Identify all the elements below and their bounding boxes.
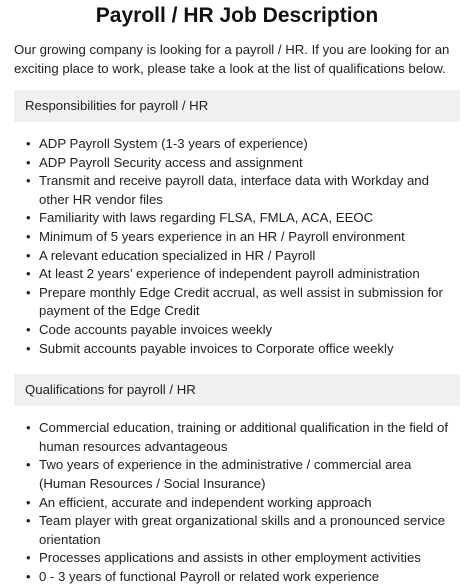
responsibilities-heading: Responsibilities for payroll / HR	[14, 90, 460, 122]
list-item	[26, 172, 460, 209]
list-item	[26, 135, 460, 154]
bullet-icon: •	[26, 494, 31, 510]
list-item	[26, 247, 460, 266]
bullet-icon: •	[26, 210, 31, 226]
list-item-text: ADP Payroll System (1-3 years of experience)	[39, 136, 308, 151]
list-item-text: Prepare monthly Edge Credit accrual, as well assist in submission for payment of the Edge Credit	[39, 284, 443, 319]
list-item	[26, 340, 460, 359]
list-item-text: Submit accounts payable invoices to Corporate office weekly	[39, 340, 394, 356]
list-item-text: Processes applications and assists in other employment activities	[39, 550, 421, 566]
bullet-icon: •	[26, 173, 31, 189]
bullet-icon: •	[26, 420, 31, 436]
list-item-text: Commercial education, training or additional qualification in the field of human resources advantageous	[39, 420, 449, 454]
list-item	[26, 284, 460, 321]
list-item	[26, 494, 460, 513]
qualifications-section	[14, 374, 460, 586]
list-item-text: Code accounts payable invoices weekly	[39, 321, 273, 337]
bullet-icon: •	[26, 266, 31, 282]
list-item-text: A relevant education specialized in HR / Payroll	[39, 247, 316, 263]
bullet-icon: •	[26, 568, 31, 584]
list-item	[26, 209, 460, 228]
qualifications-list	[14, 419, 460, 586]
list-item-text: Two years of experience in the administrative / commercial area (Human Resources / Social Insurance)	[39, 457, 412, 491]
bullet-icon: •	[26, 284, 31, 300]
page-title: Payroll / HR Job Description	[95, 4, 379, 27]
bullet-icon: •	[26, 321, 31, 337]
responsibilities-list	[14, 135, 460, 358]
list-item-text: ADP Payroll Security access and assignment	[39, 154, 303, 170]
list-item	[26, 154, 460, 173]
list-item	[26, 512, 460, 549]
list-item-text: At least 2 years’ experience of independent payroll administration	[39, 266, 420, 282]
bullet-icon: •	[26, 136, 31, 151]
bullet-icon: •	[26, 340, 31, 356]
list-item	[26, 265, 460, 284]
bullet-icon: •	[26, 228, 31, 244]
bullet-icon: •	[26, 247, 31, 263]
list-item	[26, 321, 460, 340]
bullet-icon: •	[26, 154, 31, 170]
list-item-text: Team player with great organizational skills and a pronounced service orientation	[39, 513, 446, 547]
responsibilities-section	[14, 90, 460, 358]
list-item	[26, 228, 460, 247]
bullet-icon: •	[26, 513, 31, 529]
list-item	[26, 419, 460, 456]
list-item-text: An efficient, accurate and independent working approach	[39, 494, 372, 510]
list-item-text: 0 - 3 years of functional Payroll or related work experience	[39, 568, 380, 584]
intro-paragraph: Our growing company is looking for a payroll / HR. If you are looking for an exciting place to work, please take a look at the list of qualifications below.	[14, 42, 450, 76]
list-item	[26, 549, 460, 568]
bullet-icon: •	[26, 550, 31, 566]
bullet-icon: •	[26, 457, 31, 473]
list-item-text: Transmit and receive payroll data, interface data with Workday and other HR vendor files	[39, 173, 429, 207]
qualifications-heading: Qualifications for payroll / HR	[14, 374, 460, 406]
list-item-text: Minimum of 5 years experience in an HR / Payroll environment	[39, 228, 405, 244]
list-item	[26, 456, 460, 493]
list-item-text: Familiarity with laws regarding FLSA, FMLA, ACA, EEOC	[39, 210, 374, 226]
